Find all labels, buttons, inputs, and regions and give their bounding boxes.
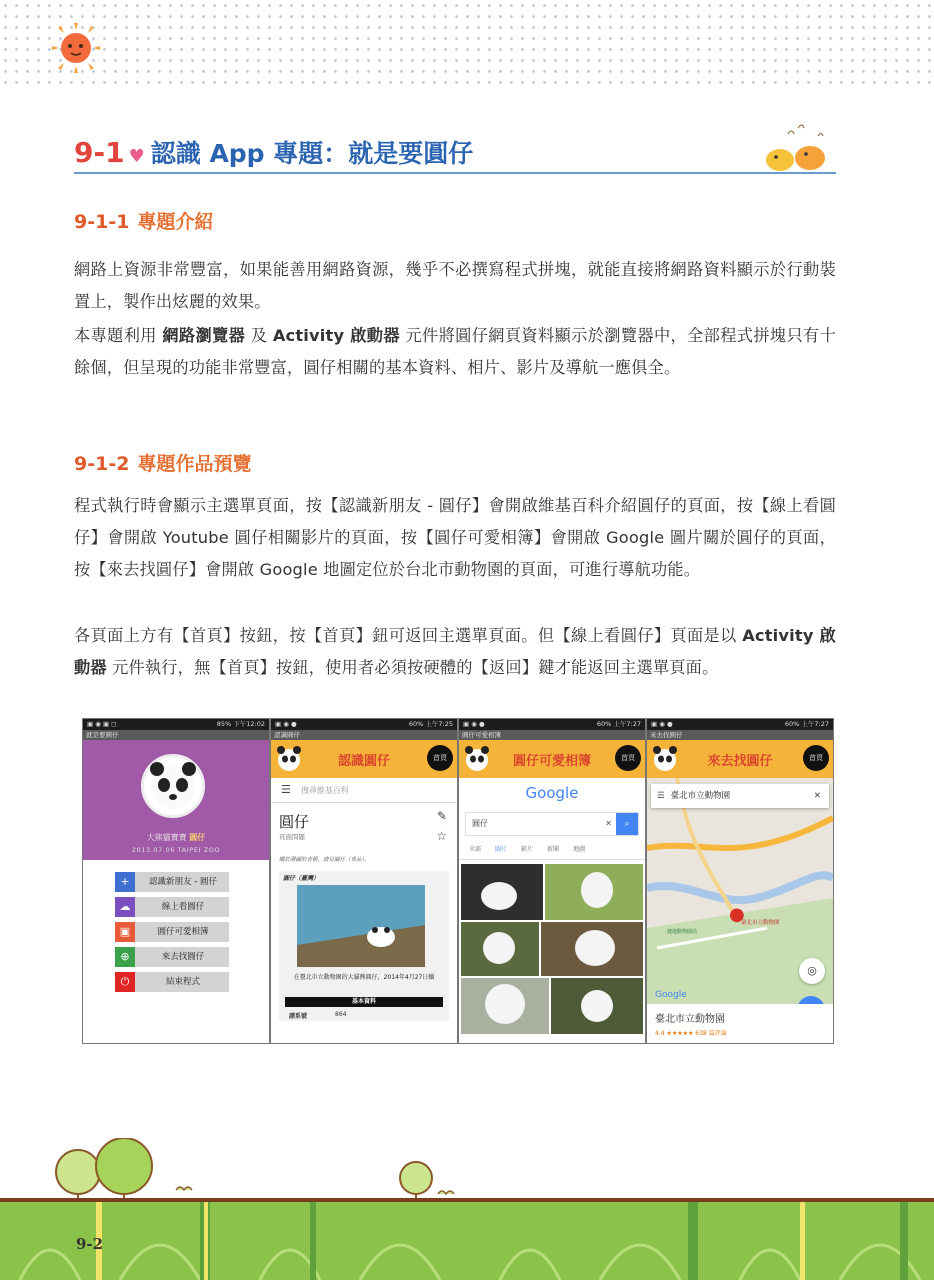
photo-caption: 在臺北市立動物園的大貓熊圓仔，2014年4月27日攝 <box>293 974 435 981</box>
search-placeholder: 搜尋維基百科 <box>300 786 349 795</box>
section-number: 9-1-1 <box>74 211 130 233</box>
screenshot-main-menu <box>82 718 270 1044</box>
map-view <box>647 778 833 1040</box>
map-station-label: 捷運動物園站 <box>667 929 698 935</box>
header-title: 認識圓仔 <box>337 754 390 769</box>
infobox-row-label: 譜系號 <box>289 1013 308 1020</box>
google-logo: Google <box>655 990 687 1000</box>
name-highlight: 圓仔 <box>189 833 206 842</box>
page-header-bar <box>271 740 457 778</box>
chapter-title <box>74 134 473 170</box>
home-button[interactable]: 首頁 <box>427 745 453 771</box>
status-time: 60% 上午7:27 <box>596 720 641 728</box>
menu-label: 線上看圓仔 <box>161 902 205 912</box>
article-subtitle: 頁面問題 <box>279 833 305 841</box>
map-search-box[interactable] <box>651 784 829 808</box>
status-bar: 85% 下午12:02 ▣ ◉ ▣ ◻ <box>83 719 269 730</box>
menu-icon: ☰ <box>657 791 665 801</box>
hatnote: 關於濕圓的省稱，請見圓仔（食品）。 <box>279 857 370 863</box>
app-title-bar: 圓仔可愛相簿 <box>459 730 645 740</box>
text: 各頁面上方有【首頁】按鈕，按【首頁】鈕可返回主選單頁面。但【線上看圓仔】頁面是以 <box>74 626 743 645</box>
add-person-icon: + <box>115 872 135 892</box>
paragraph-intro-2 <box>74 320 836 384</box>
profile-name <box>83 832 269 843</box>
star-icon[interactable]: ☆ <box>436 829 447 843</box>
menu-find-button[interactable] <box>115 947 229 967</box>
text: 及 <box>245 326 273 345</box>
text: 元件將圓仔網頁資料顯示於瀏覽器中，全部程式拼塊只有十餘個，但呈現的功能非常豐富，圓仔相關的基本資料、相片、影片及導航一應俱全。 <box>74 326 837 377</box>
place-rating: 4.4 ★★★★★ 638 篇評論 <box>655 1030 727 1037</box>
status-time: 60% 上午7:25 <box>408 720 453 728</box>
chapter-title-text: 認識 App 專題：就是要圓仔 <box>150 139 474 168</box>
edit-pencil-icon[interactable]: ✎ <box>436 809 447 823</box>
text: 元件執行，無【首頁】按鈕，使用者必須按硬體的【返回】鍵才能返回主選單頁面。 <box>106 658 719 677</box>
page-header-bar <box>647 740 833 778</box>
sun-decoration-icon <box>48 18 128 82</box>
tab-all[interactable]: 全部 <box>469 846 482 853</box>
menu-area <box>83 860 269 1042</box>
infobox-title: 圓仔（臺灣） <box>283 875 320 882</box>
close-icon[interactable]: ✕ <box>813 791 821 801</box>
map-place-label: 臺北市立動物園 <box>741 920 780 926</box>
status-bar: 60% 上午7:25 ▣ ◉ ● <box>271 719 457 730</box>
panda-photo <box>297 885 425 967</box>
menu-label: 認識新朋友 - 圓仔 <box>149 877 217 887</box>
place-name: 臺北市立動物園 <box>655 1014 725 1025</box>
clear-icon[interactable]: ✕ <box>605 819 612 828</box>
menu-watch-button[interactable] <box>115 897 229 917</box>
power-icon: ⏻ <box>115 972 135 992</box>
cloud-icon: ☁ <box>115 897 135 917</box>
infobox-section-header: 基本資料 <box>285 997 443 1007</box>
dotted-header-band <box>0 0 934 88</box>
grass-pattern <box>0 1202 934 1280</box>
grass-footer-band <box>0 1202 934 1280</box>
search-tabs <box>459 838 645 860</box>
search-icon[interactable]: ⌕ <box>616 813 638 835</box>
map-pin-icon: ● <box>729 904 745 925</box>
menu-icon: ☰ <box>281 783 291 796</box>
image-icon: ▣ <box>115 922 135 942</box>
header-title: 圓仔可愛相簿 <box>512 754 591 769</box>
tab-videos[interactable]: 影片 <box>521 846 534 853</box>
section-heading-preview <box>74 449 251 476</box>
page-number: 9-2 <box>76 1235 104 1253</box>
wiki-search-bar[interactable] <box>271 778 457 803</box>
section-title: 專題作品預覽 <box>137 453 252 475</box>
component-activity-starter: Activity 啟動器 <box>74 626 837 677</box>
app-title-bar: 認識圓仔 <box>271 730 457 740</box>
profile-date: 2013.07.06 TAIPEI ZOO <box>131 846 221 854</box>
screenshot-google-images <box>458 718 646 1044</box>
home-button[interactable]: 首頁 <box>803 745 829 771</box>
image-search-input[interactable] <box>465 812 639 836</box>
profile-header <box>83 740 269 860</box>
screenshot-wikipedia <box>270 718 458 1044</box>
birds-decoration-icon <box>758 122 838 174</box>
place-card[interactable] <box>647 1004 833 1040</box>
chapter-number: 9-1 <box>74 136 125 169</box>
page-header-bar <box>459 740 645 778</box>
infobox <box>279 871 449 1021</box>
paragraph-preview-1: 程式執行時會顯示主選單頁面，按【認識新朋友 - 圓仔】會開啟維基百科介紹圓仔的頁面，按【線上看圓仔】會開啟 Youtube 圓仔相關影片的頁面，按【圓仔可愛相簿】會開啟 Google 圖片關於圓仔的頁面，按【來去找圓仔】會開啟 Google 地圖定位於台北市動物園的頁面，可進行導航功能。 <box>74 496 836 579</box>
image-results-grid <box>459 864 645 1034</box>
name-prefix: 大熊貓寶寶 <box>146 833 187 842</box>
menu-label: 來去找圓仔 <box>161 952 205 962</box>
my-location-icon[interactable]: ◎ <box>799 958 825 984</box>
menu-album-button[interactable] <box>115 922 229 942</box>
article-title: 圓仔 <box>279 813 310 831</box>
globe-icon: ⊕ <box>115 947 135 967</box>
chapter-underline <box>74 172 836 174</box>
menu-label: 圓仔可愛相簿 <box>157 927 209 937</box>
section-title: 專題介紹 <box>137 211 214 233</box>
wiki-article <box>271 803 457 1020</box>
infobox-row-value: 864 <box>335 1011 347 1018</box>
status-bar: 60% 上午7:27 ▣ ◉ ● <box>459 719 645 730</box>
component-activity-starter: Activity 啟動器 <box>272 326 400 345</box>
menu-meet-button[interactable] <box>115 872 229 892</box>
google-logo: Google <box>525 784 579 802</box>
search-text: 臺北市立動物園 <box>670 791 731 801</box>
tab-maps[interactable]: 地圖 <box>573 846 586 853</box>
header-title: 來去找圓仔 <box>707 754 773 769</box>
text: 本專題利用 <box>74 326 163 345</box>
app-title-bar: 來去找圓仔 <box>647 730 833 740</box>
paragraph-preview-2 <box>74 620 836 684</box>
app-title-bar: 就是要圓仔 <box>83 730 269 740</box>
section-number: 9-1-2 <box>74 453 130 475</box>
search-query: 圓仔 <box>472 819 488 828</box>
section-heading-intro <box>74 207 213 234</box>
home-button[interactable]: 首頁 <box>615 745 641 771</box>
status-time: 60% 上午7:27 <box>784 720 829 728</box>
screenshot-google-maps <box>646 718 834 1044</box>
status-bar: 60% 上午7:27 ▣ ◉ ● <box>647 719 833 730</box>
tab-images[interactable]: 圖片 <box>495 846 508 853</box>
menu-label: 結束程式 <box>165 977 200 987</box>
status-time: 85% 下午12:02 <box>216 720 265 728</box>
heart-icon: ♥ <box>128 146 145 167</box>
menu-exit-button[interactable] <box>115 972 229 992</box>
tab-news[interactable]: 新聞 <box>547 846 560 853</box>
component-web-viewer: 網路瀏覽器 <box>162 326 246 345</box>
paragraph-intro-1: 網路上資源非常豐富，如果能善用網路資源，幾乎不必撰寫程式拼塊，就能直接將網路資料顯示於行動裝置上，製作出炫麗的效果。 <box>74 260 836 311</box>
panda-avatar <box>141 754 205 818</box>
